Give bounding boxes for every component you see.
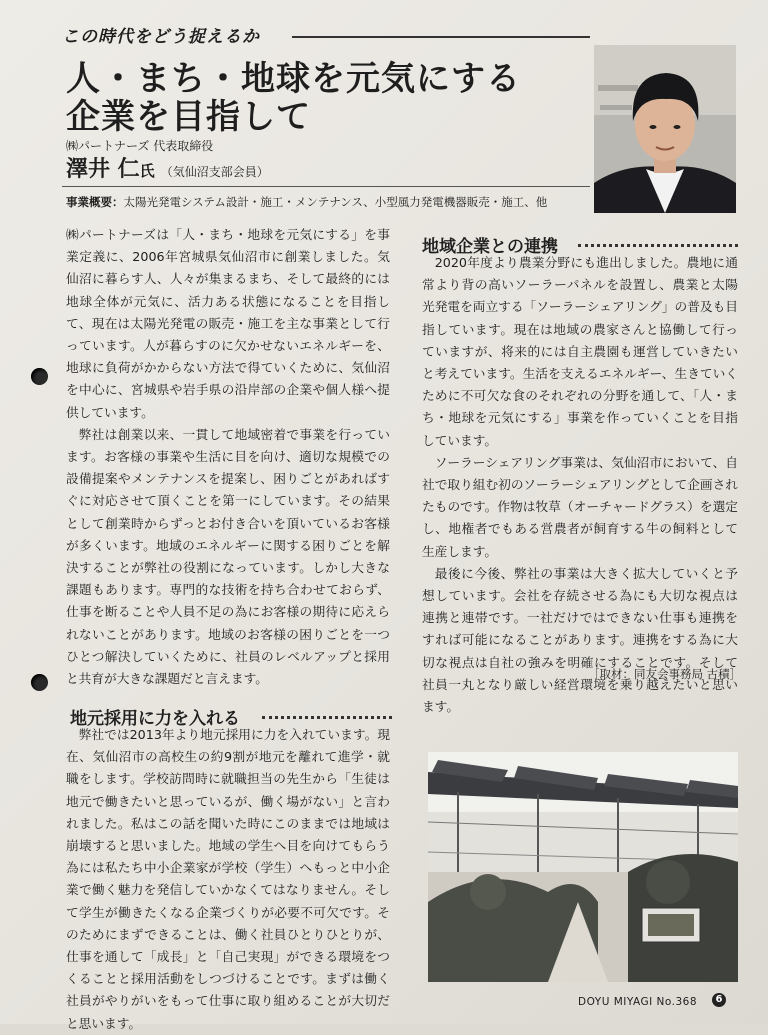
- section-heading-regional-cooperation: 地域企業との連携: [422, 237, 558, 257]
- headline-line: 企業を目指して: [66, 97, 311, 137]
- series-title: この時代をどう捉えるか: [62, 27, 260, 47]
- article-headline: [66, 60, 521, 136]
- business-overview-label: 事業概要：: [66, 195, 124, 209]
- interviewee-name: [66, 152, 269, 183]
- paragraph: 弊社は創業以来、一貫して地域密着で事業を行っています。お客様の事業や生活に目を向け、適切な規模での設備提案やメンテナンスを提案し、困りごとがあればすぐに対応させて頂くことを第一にしています。その結果として創業時からずっとお付き合いを頂いているお客様が多くいます。地域のエネルギーに関する困りごとを解決することが弊社の役割になっています。しかし大きな課題もあります。専門的な技術を持ち合わせておらず、仕事を断ることや人員不足の為にお客様の期待に応えられないことがあります。地域のお客様の困りごとを一つひとつ解決していくために、社員のレベルアップと採用と共育が大きな課題だと言えます。: [66, 426, 390, 687]
- dotted-rule: [262, 716, 392, 719]
- section-heading-local-hiring: 地元採用に力を入れる: [70, 709, 240, 729]
- paragraph: ソーラーシェアリング事業は、気仙沼市において、自社で取り組む初のソーラーシェアリングとして企画されたものです。作物は牧草（オーチャードグラス）を選定し、地権者でもある営農者が飼育する牛の飼料として生産します。: [422, 454, 738, 559]
- binder-hole: [31, 674, 48, 691]
- business-overview: [66, 194, 547, 210]
- headline-line: 人・まち・地球を元気にする: [66, 59, 521, 99]
- business-overview-text: 太陽光発電システム設計・施工・メンテナンス、小型風力発電機器販売・施工、他: [123, 195, 548, 209]
- paragraph: 最後に今後、弊社の事業は大きく拡大していくと予想しています。会社を存続させる為にも大切な視点は連携と連帯です。一社だけではできない仕事も連携をすれば可能になることがあります。連携をする為に大切な視点は自社の強みを明確にすることです。そして社員一丸となり厳しい経営環境を乗り越えたいと思います。: [422, 565, 738, 715]
- divider: [292, 36, 590, 38]
- paragraph: 弊社では2013年より地元採用に力を入れています。現在、気仙沼市の高校生の約9割が地元を離れて進学・就職をします。学校訪問時に就職担当の先生から「生徒は地元で働きたいと思っているが、働く場がない」と言われました。私はこの話を聞いた時にこのままでは地域は崩壊すると思いました。地域の学生へ目を向けてもらう為には私たち中小企業家が学校（学生）へもっと中小企業で働く魅力を発信していかなくてはなりません。そして学生が働きたくなる企業づくりが必要不可欠です。そのためにまずできることは、働く社員ひとりひとりが、仕事を通して「成長」と「自己実現」ができる環境をつくることと採用活動をしつづけることです。まずは働く社員がやりがいをもって仕事に取り組めることが大切だと思います。: [66, 727, 390, 1031]
- local-hiring-text: [66, 724, 390, 1035]
- paragraph: 2020年度より農業分野にも進出しました。農地に通常より背の高いソーラーパネルを設置し、農業と太陽光発電を両立する「ソーラーシェアリング」の普及も目指しています。現在は地域の農家さんと協働して行っていますが、将来的には自主農園も運営していきたいと考えています。生活を支えるエネルギー、生きていくために不可欠な食のそれぞれの分野を通して、「人・まち・地球を元気にする」事業を作っていくことを目指しています。: [422, 255, 738, 448]
- interview-credit: ［取材：同友会事務局 古積］: [588, 667, 742, 681]
- name-text: 澤井 仁: [66, 157, 140, 182]
- company-and-role: ㈱パートナーズ 代表取締役: [66, 139, 214, 153]
- branch-membership: （気仙沼支部会員）: [160, 165, 269, 179]
- magazine-issue: DOYU MIYAGI No.368: [578, 996, 698, 1008]
- left-column-text: [66, 224, 390, 690]
- binder-hole: [31, 368, 48, 385]
- page-number: 6: [712, 993, 726, 1007]
- dotted-rule: [578, 244, 738, 247]
- divider: [62, 186, 590, 187]
- solar-sharing-photo: [428, 752, 738, 982]
- name-honorific: 氏: [139, 162, 155, 180]
- portrait-photo: [594, 45, 736, 213]
- regional-cooperation-text: [422, 252, 738, 718]
- paragraph: ㈱パートナーズは「人・まち・地球を元気にする」を事業定義に、2006年宮城県気仙沼市に創業しました。気仙沼に暮らす人、人々が集まるまち、そして最終的には地球全体が元気に、活力ある状態になることを目指して、現在は太陽光発電の販売・施工を主な事業として行っています。人が暮らすのに欠かせないエネルギーを、地球に負荷がかからない方法で得ていくために、気仙沼を中心に、宮城県や岩手県の沿岸部の企業や個人様へ提供しています。: [66, 227, 390, 420]
